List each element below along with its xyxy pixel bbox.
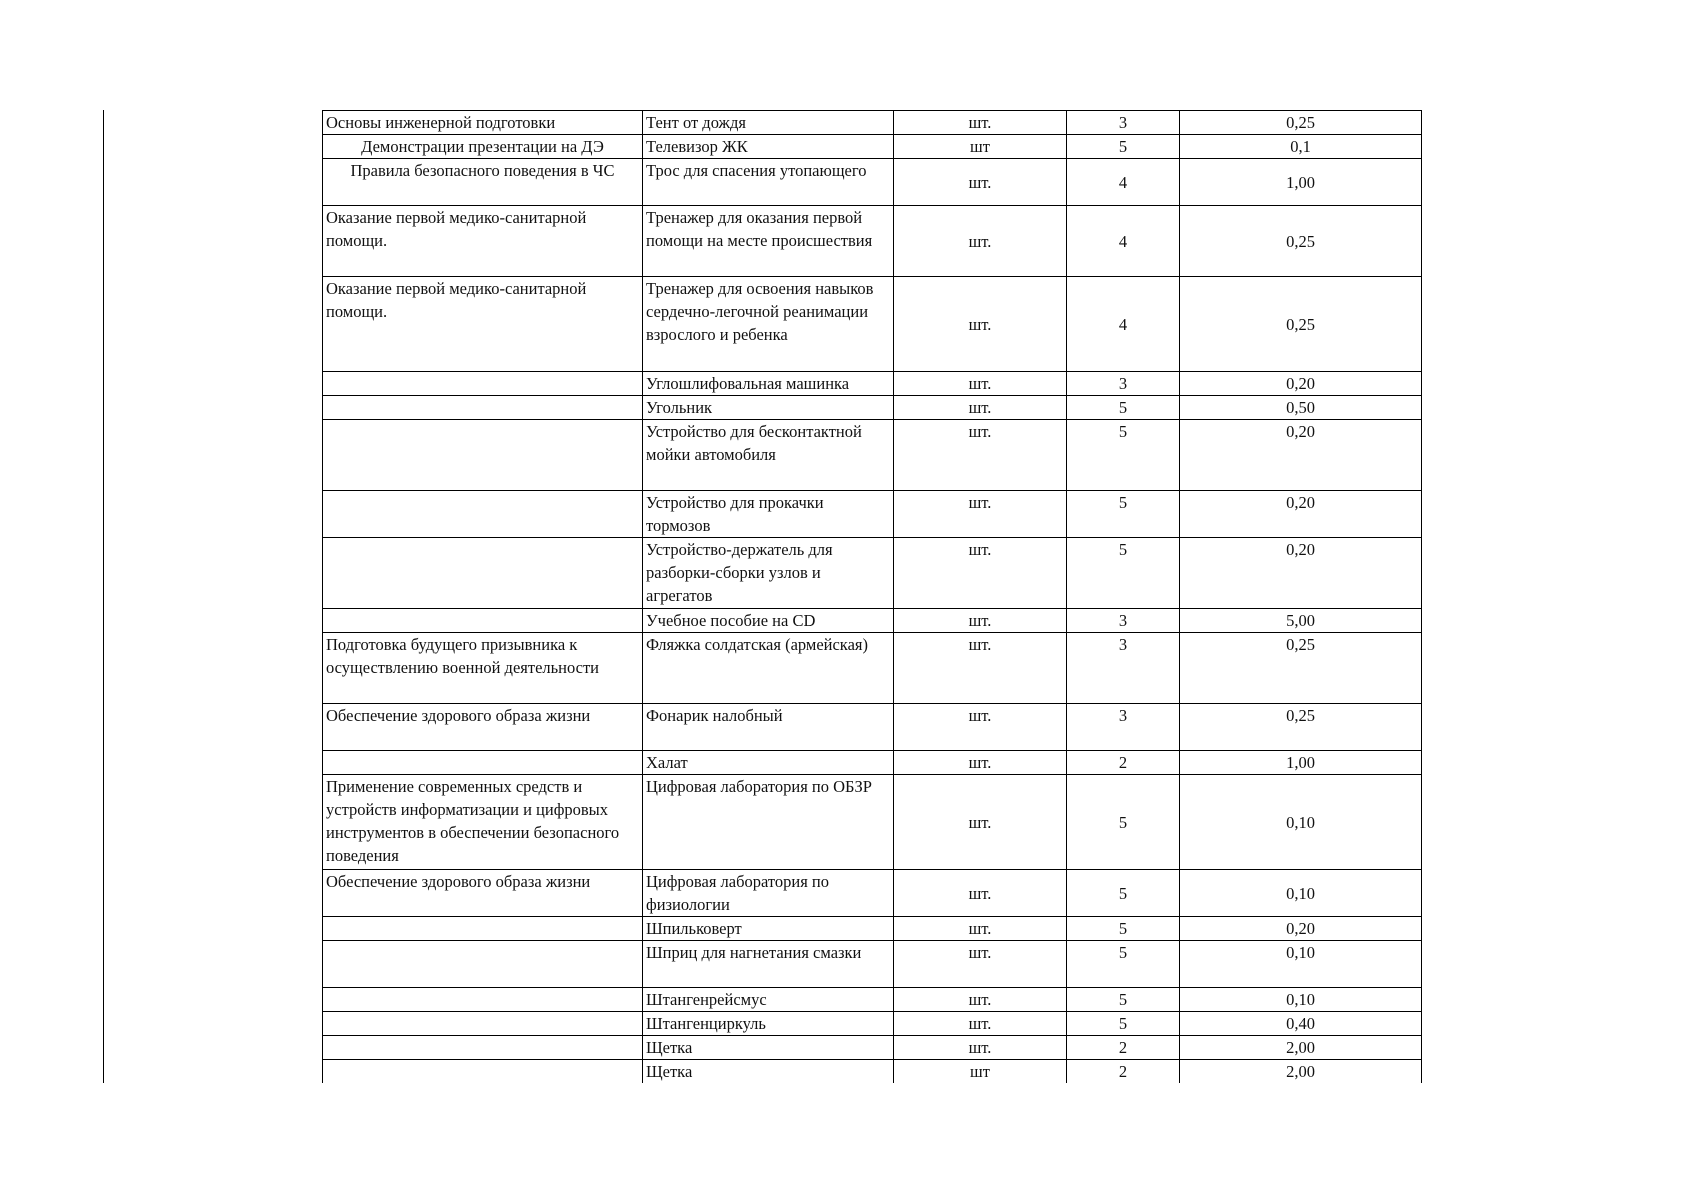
item-cell: Тренажер для освоения навыков сердечно-легочной реанимации взрослого и ребенка [643,277,894,372]
coef-cell: 0,10 [1180,775,1422,870]
coef-cell: 0,25 [1180,633,1422,704]
coef-cell: 0,20 [1180,420,1422,491]
section-cell [323,917,643,941]
unit-cell: шт. [894,775,1067,870]
coef-cell: 0,20 [1180,491,1422,538]
item-cell: Шпильковерт [643,917,894,941]
table-row [323,751,1422,775]
qty-cell: 3 [1067,609,1180,633]
section-cell [323,396,643,420]
section-cell [323,1036,643,1060]
item-cell: Устройство для прокачки тормозов [643,491,894,538]
section-cell: Применение современных средств и устройств информатизации и цифровых инструментов в обеспечении безопасного поведения [323,775,643,870]
qty-cell: 5 [1067,396,1180,420]
unit-cell: шт. [894,159,1067,206]
equipment-table [322,110,1422,1083]
coef-cell: 1,00 [1180,159,1422,206]
table-row [323,704,1422,751]
coef-cell: 5,00 [1180,609,1422,633]
table-row [323,988,1422,1012]
item-cell: Штангенциркуль [643,1012,894,1036]
table-row [323,870,1422,917]
coef-cell: 0,20 [1180,372,1422,396]
qty-cell: 3 [1067,633,1180,704]
coef-cell: 0,20 [1180,538,1422,609]
unit-cell: шт. [894,751,1067,775]
coef-cell: 2,00 [1180,1060,1422,1084]
item-cell: Шприц для нагнетания смазки [643,941,894,988]
qty-cell: 5 [1067,420,1180,491]
item-cell: Устройство-держатель для разборки-сборки узлов и агрегатов [643,538,894,609]
unit-cell: шт. [894,870,1067,917]
table-row [323,206,1422,277]
section-cell: Обеспечение здорового образа жизни [323,870,643,917]
unit-cell: шт. [894,396,1067,420]
qty-cell: 2 [1067,751,1180,775]
unit-cell: шт. [894,704,1067,751]
qty-cell: 2 [1067,1036,1180,1060]
unit-cell: шт. [894,372,1067,396]
item-cell: Тренажер для оказания первой помощи на месте происшествия [643,206,894,277]
coef-cell: 0,10 [1180,870,1422,917]
table-row [323,941,1422,988]
coef-cell: 2,00 [1180,1036,1422,1060]
item-cell: Телевизор ЖК [643,135,894,159]
unit-cell: шт. [894,420,1067,491]
qty-cell: 4 [1067,206,1180,277]
section-cell: Обеспечение здорового образа жизни [323,704,643,751]
item-cell: Устройство для бесконтактной мойки автомобиля [643,420,894,491]
qty-cell: 3 [1067,111,1180,135]
section-cell [323,609,643,633]
coef-cell: 0,10 [1180,941,1422,988]
unit-cell: шт. [894,491,1067,538]
section-cell: Подготовка будущего призывника к осуществлению военной деятельности [323,633,643,704]
section-cell [323,751,643,775]
table-row [323,1036,1422,1060]
section-cell [323,941,643,988]
unit-cell: шт. [894,1012,1067,1036]
table-row [323,396,1422,420]
item-cell: Цифровая лаборатория по физиологии [643,870,894,917]
unit-cell: шт. [894,941,1067,988]
table-row [323,135,1422,159]
item-cell: Трос для спасения утопающего [643,159,894,206]
unit-cell: шт. [894,633,1067,704]
table-row [323,538,1422,609]
qty-cell: 5 [1067,1012,1180,1036]
table-row [323,917,1422,941]
item-cell: Халат [643,751,894,775]
unit-cell: шт. [894,609,1067,633]
coef-cell: 0,25 [1180,111,1422,135]
section-cell: Основы инженерной подготовки [323,111,643,135]
item-cell: Угольник [643,396,894,420]
unit-cell: шт. [894,111,1067,135]
unit-cell: шт [894,1060,1067,1084]
qty-cell: 3 [1067,372,1180,396]
unit-cell: шт. [894,1036,1067,1060]
table-row [323,277,1422,372]
item-cell: Щетка [643,1036,894,1060]
item-cell: Тент от дождя [643,111,894,135]
page-margin-line [103,110,104,1083]
unit-cell: шт. [894,538,1067,609]
coef-cell: 0,50 [1180,396,1422,420]
coef-cell: 0,40 [1180,1012,1422,1036]
table-row [323,775,1422,870]
qty-cell: 5 [1067,941,1180,988]
section-cell: Оказание первой медико-санитарной помощи. [323,277,643,372]
qty-cell: 5 [1067,491,1180,538]
qty-cell: 5 [1067,538,1180,609]
table-row [323,420,1422,491]
section-cell [323,538,643,609]
section-cell: Оказание первой медико-санитарной помощи. [323,206,643,277]
qty-cell: 5 [1067,135,1180,159]
item-cell: Фляжка солдатская (армейская) [643,633,894,704]
item-cell: Штангенрейсмус [643,988,894,1012]
unit-cell: шт. [894,917,1067,941]
item-cell: Фонарик налобный [643,704,894,751]
table-row [323,633,1422,704]
section-cell: Демонстрации презентации на ДЭ [323,135,643,159]
coef-cell: 1,00 [1180,751,1422,775]
section-cell [323,1012,643,1036]
qty-cell: 5 [1067,775,1180,870]
section-cell [323,420,643,491]
table-row [323,609,1422,633]
qty-cell: 2 [1067,1060,1180,1084]
section-cell [323,988,643,1012]
qty-cell: 3 [1067,704,1180,751]
unit-cell: шт. [894,277,1067,372]
table-row [323,1012,1422,1036]
table-row [323,1060,1422,1084]
qty-cell: 5 [1067,917,1180,941]
table-row [323,491,1422,538]
section-cell: Правила безопасного поведения в ЧС [323,159,643,206]
unit-cell: шт. [894,206,1067,277]
qty-cell: 4 [1067,159,1180,206]
qty-cell: 5 [1067,988,1180,1012]
coef-cell: 0,25 [1180,206,1422,277]
qty-cell: 5 [1067,870,1180,917]
item-cell: Щетка [643,1060,894,1084]
qty-cell: 4 [1067,277,1180,372]
item-cell: Цифровая лаборатория по ОБЗР [643,775,894,870]
coef-cell: 0,20 [1180,917,1422,941]
coef-cell: 0,10 [1180,988,1422,1012]
section-cell [323,491,643,538]
unit-cell: шт. [894,988,1067,1012]
table-row [323,159,1422,206]
coef-cell: 0,1 [1180,135,1422,159]
item-cell: Углошлифовальная машинка [643,372,894,396]
coef-cell: 0,25 [1180,277,1422,372]
unit-cell: шт [894,135,1067,159]
section-cell [323,1060,643,1084]
coef-cell: 0,25 [1180,704,1422,751]
table-row [323,372,1422,396]
table-row [323,111,1422,135]
item-cell: Учебное пособие на CD [643,609,894,633]
section-cell [323,372,643,396]
